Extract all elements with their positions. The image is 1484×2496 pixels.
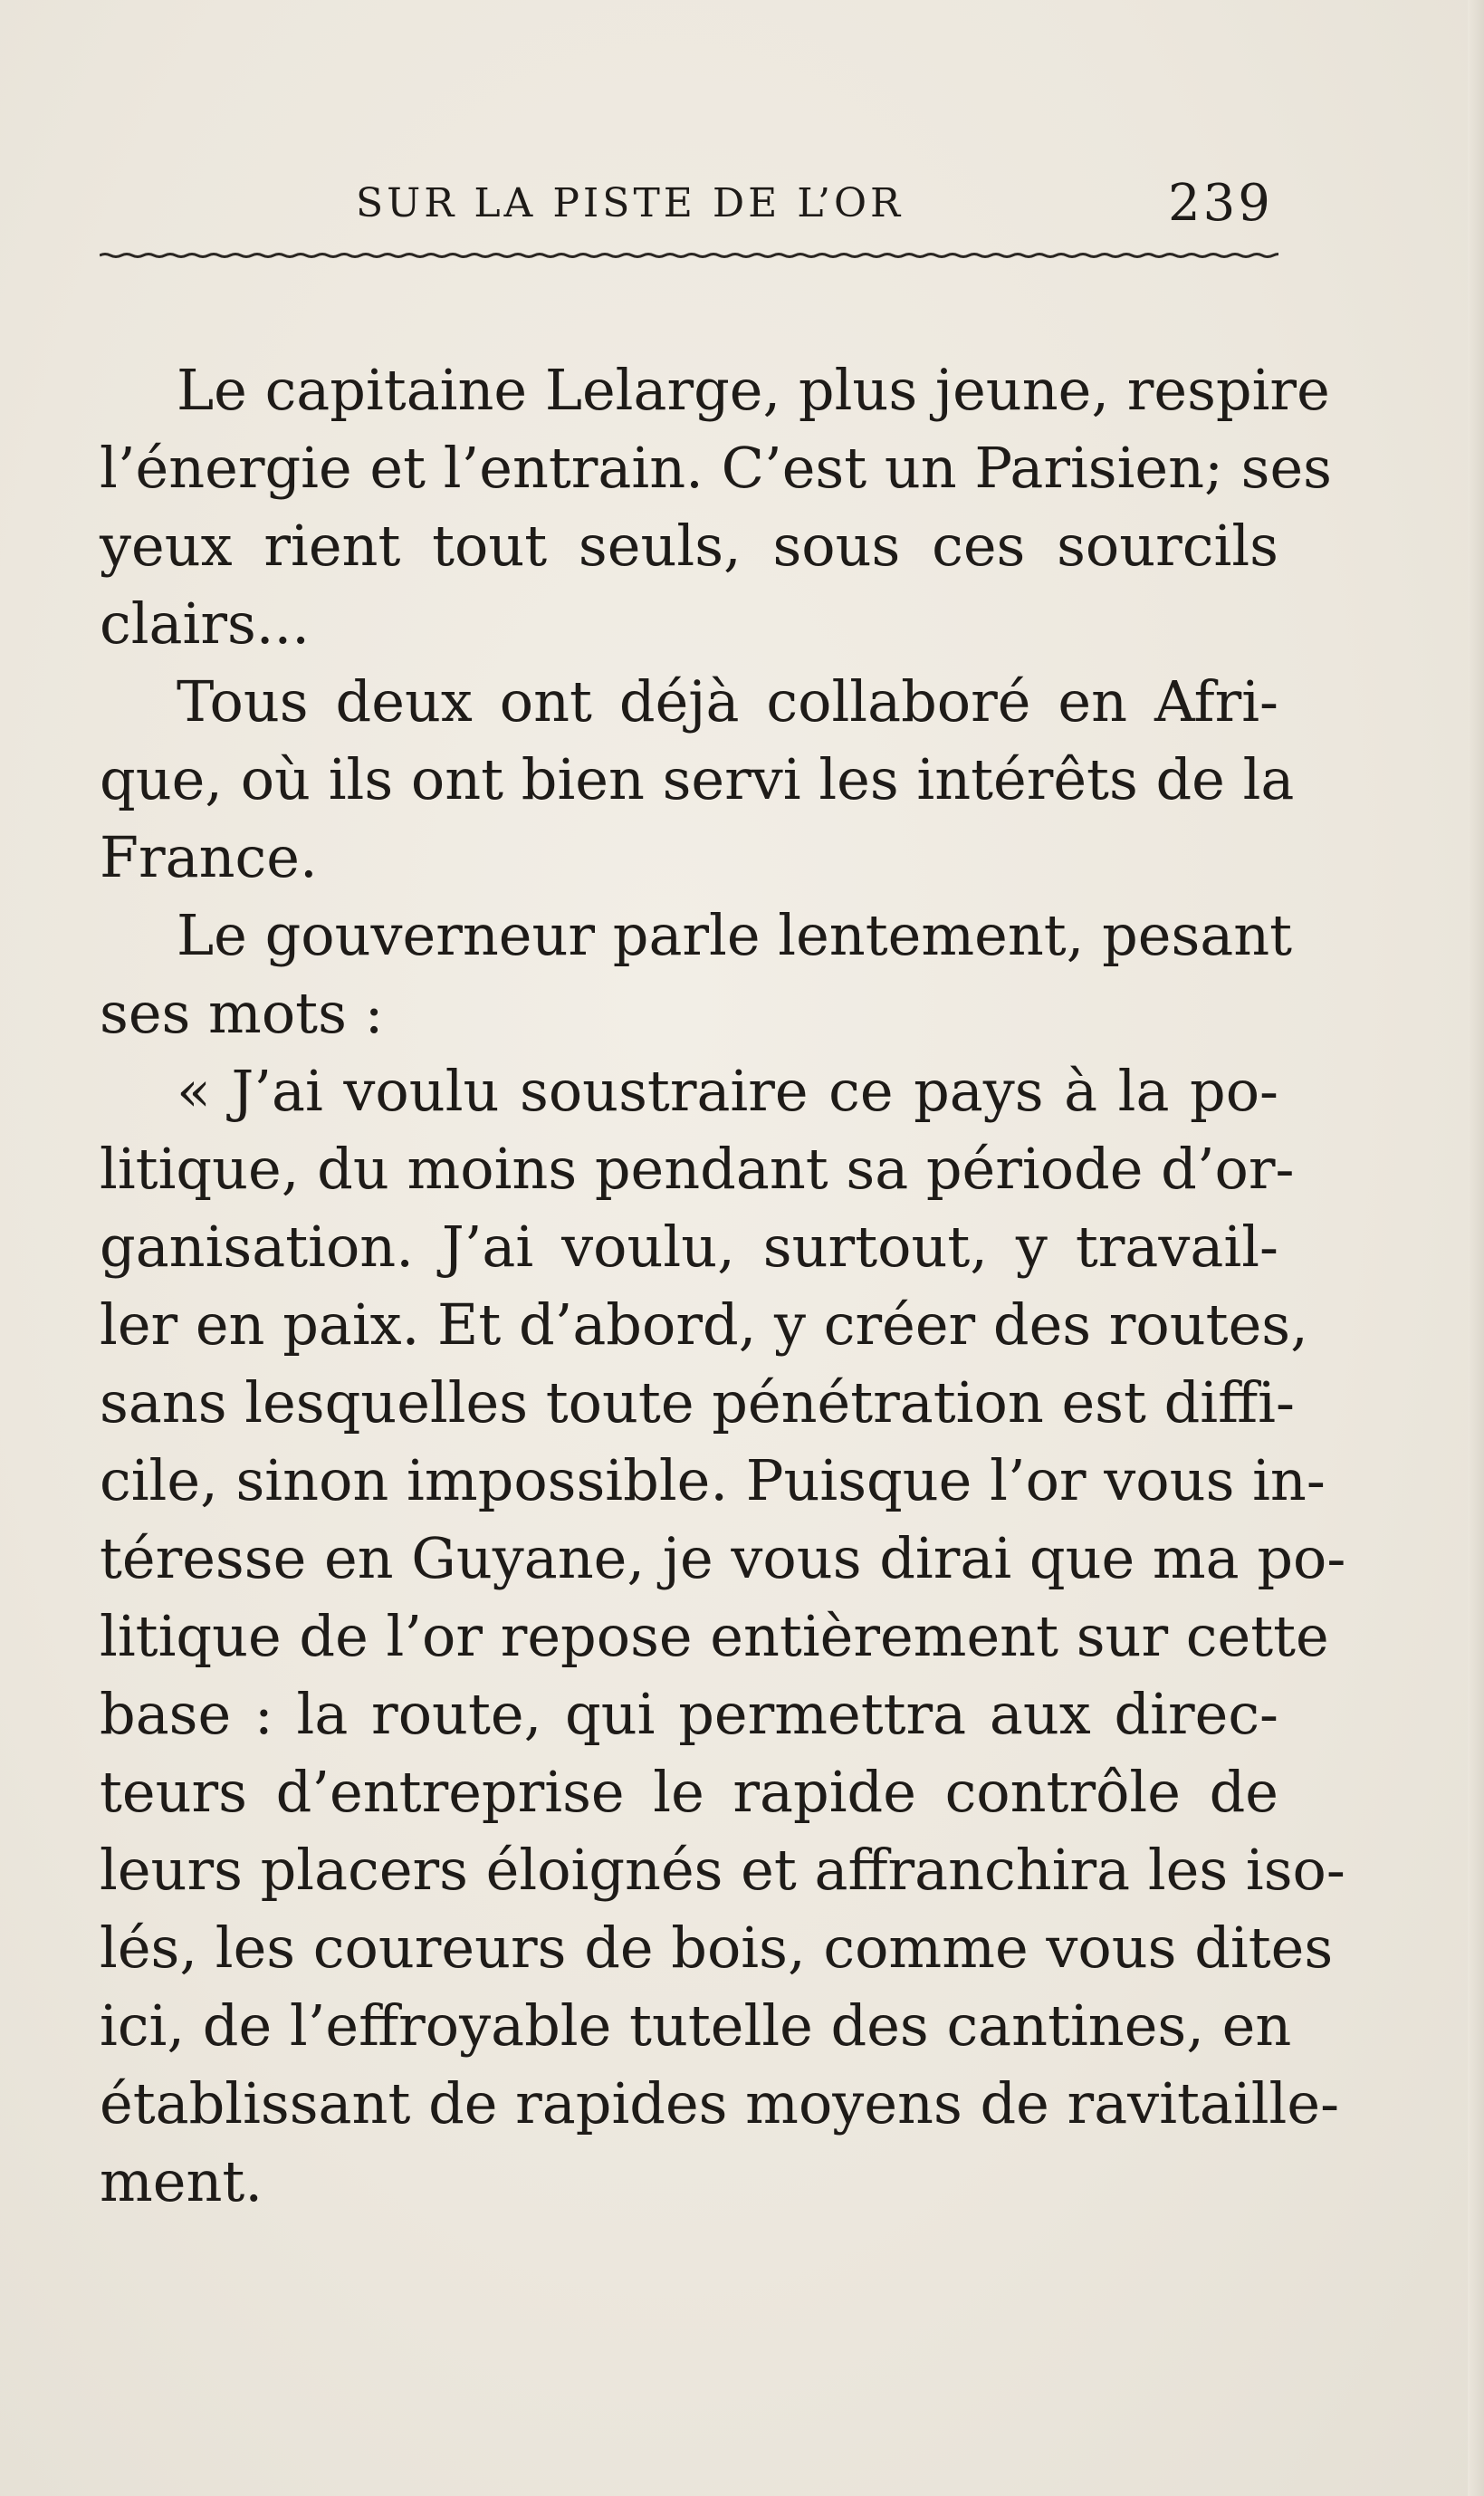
text-line: leurs placers éloignés et affranchira les iso- (100, 1837, 1345, 1903)
paragraph (100, 663, 1295, 897)
text-line: clairs... (100, 590, 310, 657)
text-line: litique de l’or repose entièrement sur cette (100, 1603, 1329, 1669)
text-line: France. (100, 824, 318, 890)
text-line: « J’ai voulu soustraire ce pays à la po- (177, 1058, 1278, 1124)
text-line: lés, les coureurs de bois, comme vous dites (100, 1915, 1334, 1981)
text-line: ici, de l’effroyable tutelle des cantines, en (100, 1992, 1292, 2059)
text-line: sans lesquelles toute pénétration est diffi- (100, 1369, 1295, 1435)
paragraph (100, 351, 1332, 663)
text-line: ler en paix. Et d’abord, y créer des routes, (100, 1291, 1308, 1358)
text-line: cile, sinon impossible. Puisque l’or vous in- (100, 1447, 1326, 1513)
paragraph (100, 1052, 1346, 2221)
text-line: téresse en Guyane, je vous dirai que ma po- (100, 1525, 1346, 1591)
text-line: Le gouverneur parle lentement, pesant (177, 902, 1293, 968)
text-line: teurs d’entreprise le rapide contrôle de (100, 1759, 1278, 1825)
text-line: établissant de rapides moyens de ravitaille- (100, 2070, 1340, 2136)
running-title: SUR LA PISTE DE L’OR (356, 180, 905, 226)
text-line: ses mots : (100, 980, 384, 1046)
page-header (0, 172, 1484, 235)
text-line: ganisation. J’ai voulu, surtout, y travail- (100, 1214, 1278, 1280)
body-text (100, 351, 1346, 2221)
text-line: litique, du moins pendant sa période d’or- (100, 1136, 1295, 1202)
text-line: yeux rient tout seuls, sous ces sourcils (100, 513, 1278, 579)
header-rule (100, 252, 1278, 259)
text-line: ment. (100, 2148, 263, 2214)
text-line: Tous deux ont déjà collaboré en Afri- (177, 668, 1278, 734)
text-line: Le capitaine Lelarge, plus jeune, respire (177, 357, 1330, 423)
text-line: l’énergie et l’entrain. C’est un Parisien; ses (100, 435, 1332, 501)
paragraph (100, 897, 1293, 1052)
page-edge (1468, 0, 1484, 2496)
text-line: que, où ils ont bien servi les intérêts de la (100, 746, 1295, 812)
text-line: base : la route, qui permettra aux direc- (100, 1681, 1278, 1747)
page-number: 239 (1168, 174, 1273, 233)
